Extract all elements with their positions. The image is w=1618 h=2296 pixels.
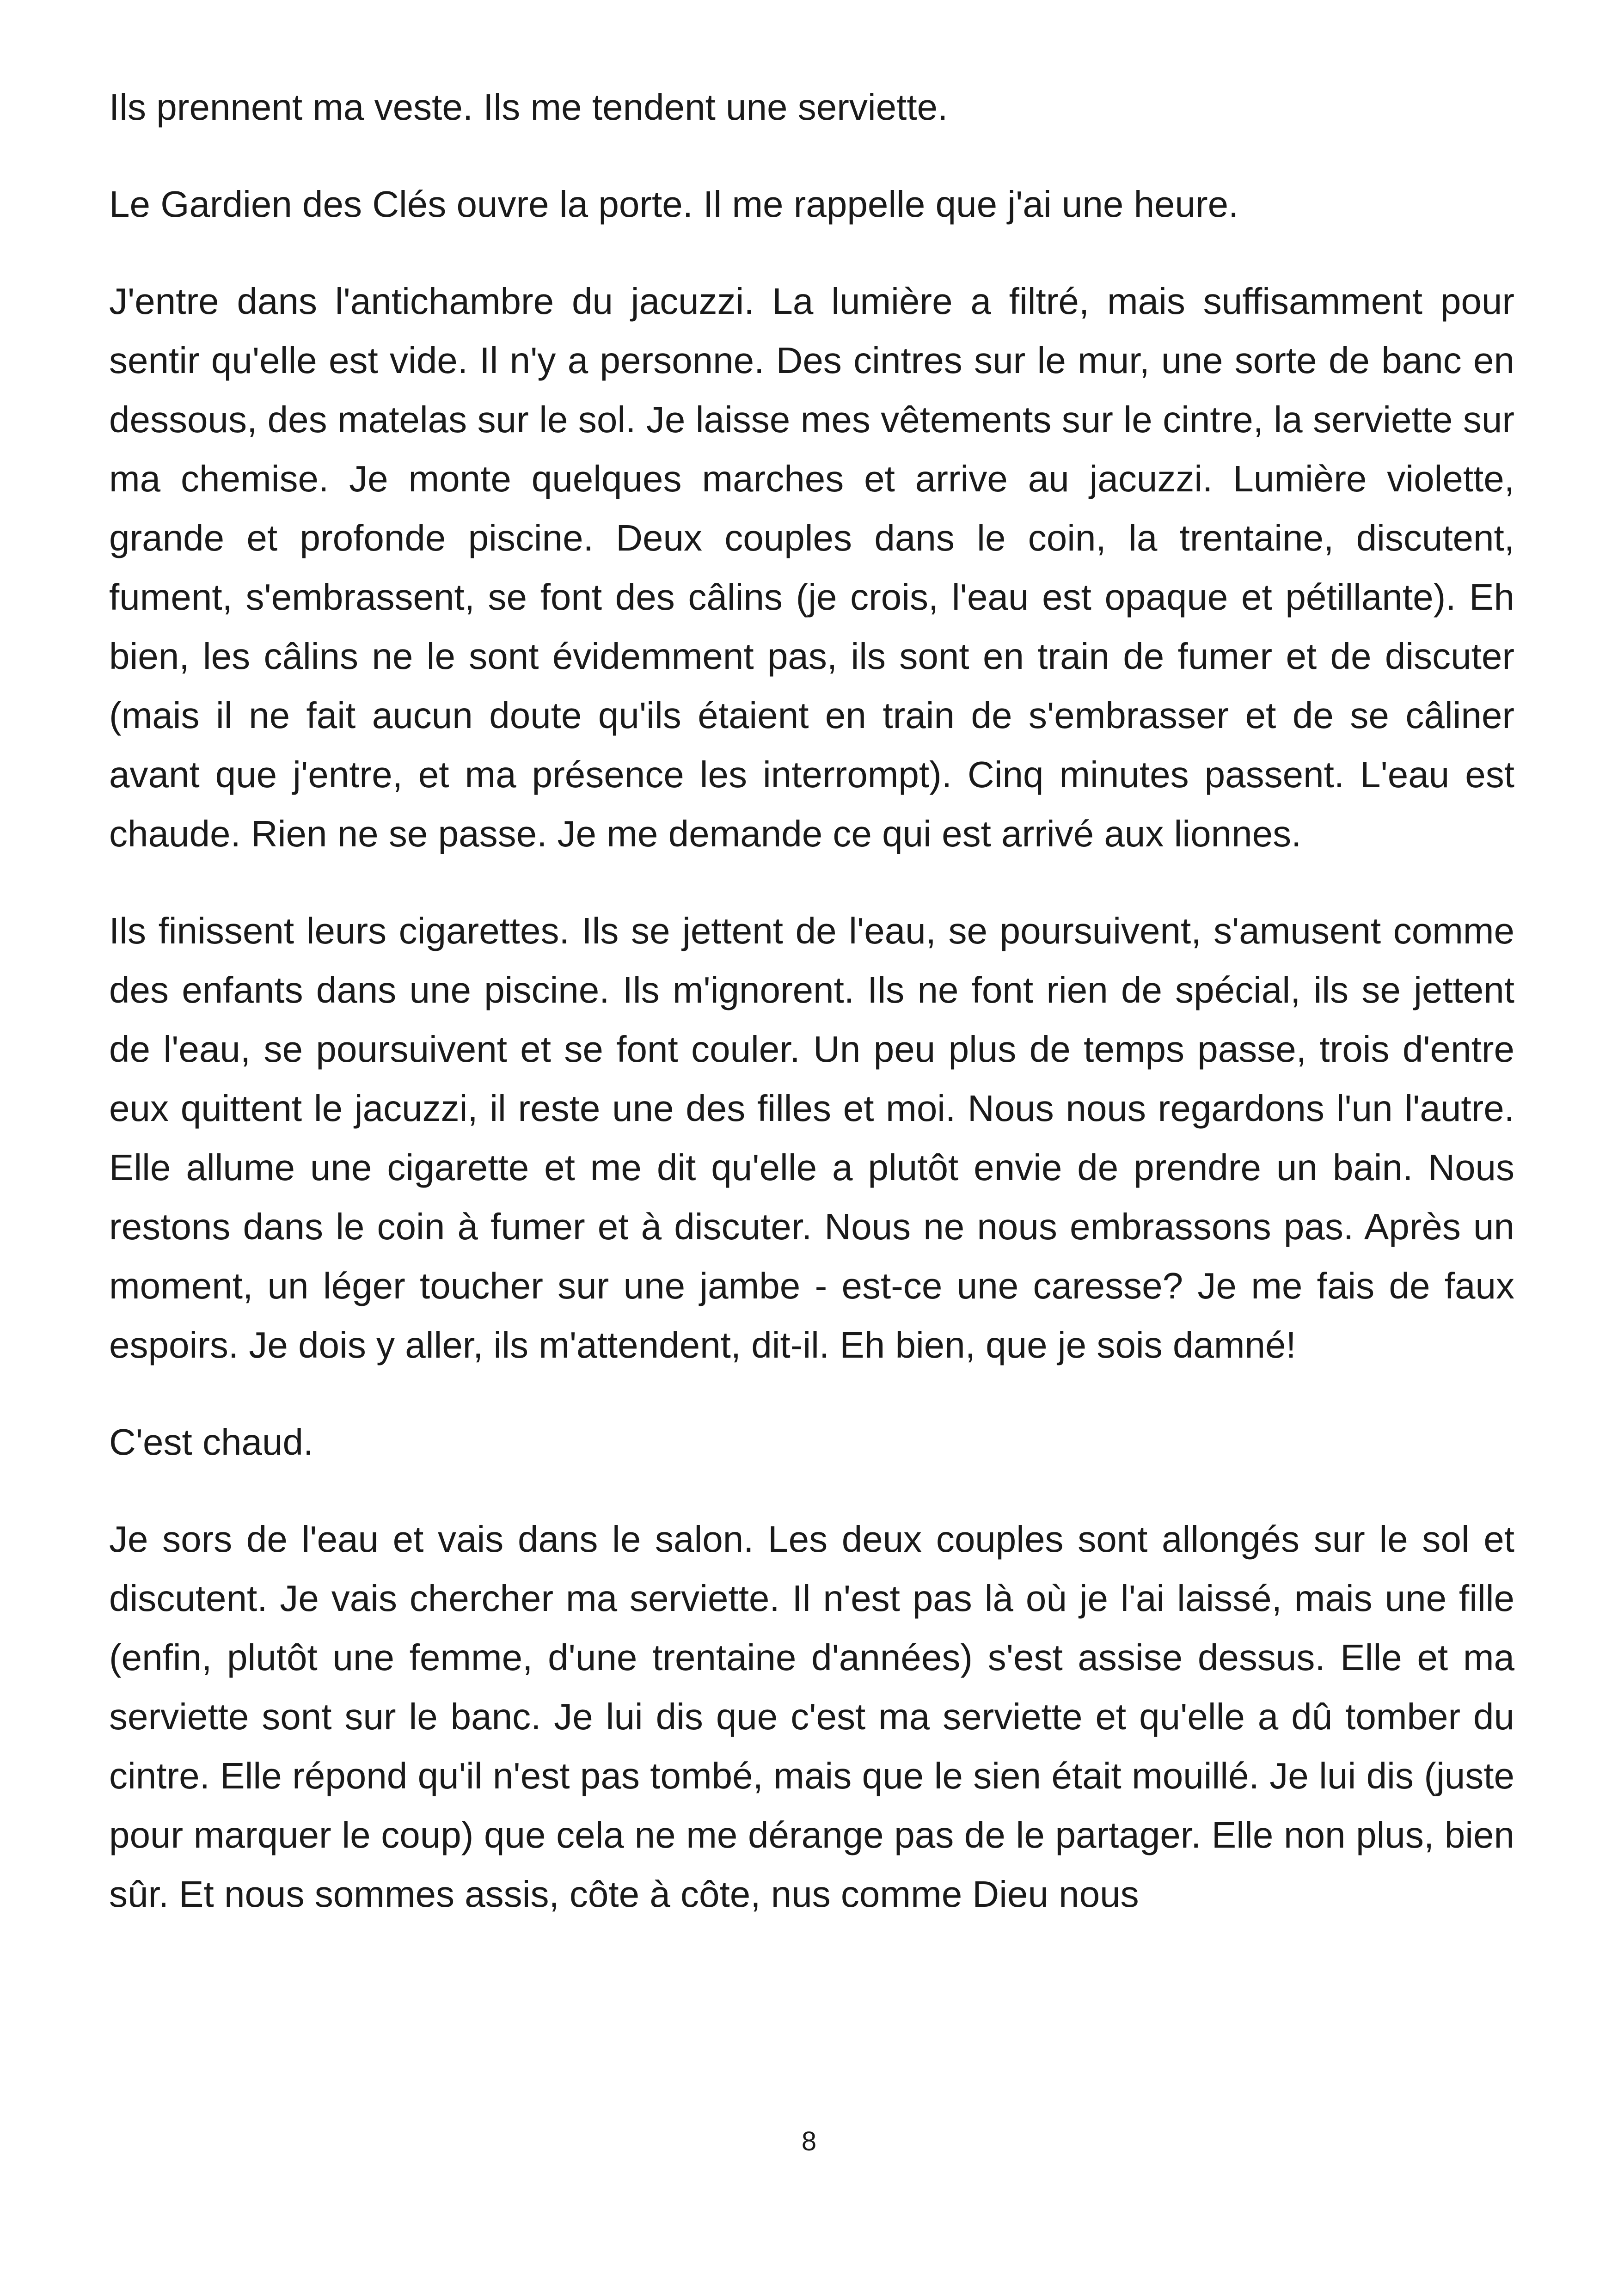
paragraph: Le Gardien des Clés ouvre la porte. Il me rappelle que j'ai une heure. bbox=[109, 184, 1239, 225]
page-number: 8 bbox=[801, 2126, 817, 2156]
paragraph: J'entre dans l'antichambre du jacuzzi. La lumière a filtré, mais suffisamment pour sentir qu'elle est vide. Il n'y a personne. Des cintres sur le mur, une sorte de banc en dessous, des matelas sur le sol. Je laisse mes vêtements sur le cintre, la serviette sur ma chemise. Je monte quelques marches et arrive au jacuzzi. Lumière violette, grande et profonde piscine. Deux couples dans le coin, la trentaine, discutent, fument, s'embrassent, se font des câlins (je crois, l'eau est opaque et pétillante). Eh bien, les câlins ne le sont évidemment pas, ils sont en train de fumer et de discuter (mais il ne fait aucun doute qu'ils étaient en train de s'embrasser et de se câliner avant que j'entre, et ma présence les interrompt). Cinq minutes passent. L'eau est chaude. Rien ne se passe. Je me demande ce qui est arrivé aux lionnes. bbox=[109, 281, 1514, 854]
paragraph: Ils prennent ma veste. Ils me tendent une serviette. bbox=[109, 86, 948, 128]
paragraph: C'est chaud. bbox=[109, 1421, 314, 1463]
paragraph: Ils finissent leurs cigarettes. Ils se jettent de l'eau, se poursuivent, s'amusent comme des enfants dans une piscine. Ils m'ignorent. Ils ne font rien de spécial, ils se jettent de l'eau, se poursuivent et se font couler. Un peu plus de temps passe, trois d'entre eux quittent le jacuzzi, il reste une des filles et moi. Nous nous regardons l'un l'autre. Elle allume une cigarette et me dit qu'elle a plutôt envie de prendre un bain. Nous restons dans le coin à fumer et à discuter. Nous ne nous embrassons pas. Après un moment, un léger toucher sur une jambe - est-ce une caresse? Je me fais de faux espoirs. Je dois y aller, ils m'attendent, dit-il. Eh bien, que je sois damné! bbox=[109, 910, 1514, 1365]
paragraph: Je sors de l'eau et vais dans le salon. Les deux couples sont allongés sur le sol et discutent. Je vais chercher ma serviette. Il n'est pas là où je l'ai laissé, mais une fille (enfin, plutôt une femme, d'une trentaine d'années) s'est assise dessus. Elle et ma serviette sont sur le banc. Je lui dis que c'est ma serviette et qu'elle a dû tomber du cintre. Elle répond qu'il n'est pas tombé, mais que le sien était mouillé. Je lui dis (juste pour marquer le coup) que cela ne me dérange pas de le partager. Elle non plus, bien sûr. Et nous sommes assis, côte à côte, nus comme Dieu nous bbox=[109, 1518, 1514, 1915]
text-body bbox=[109, 78, 1514, 1962]
